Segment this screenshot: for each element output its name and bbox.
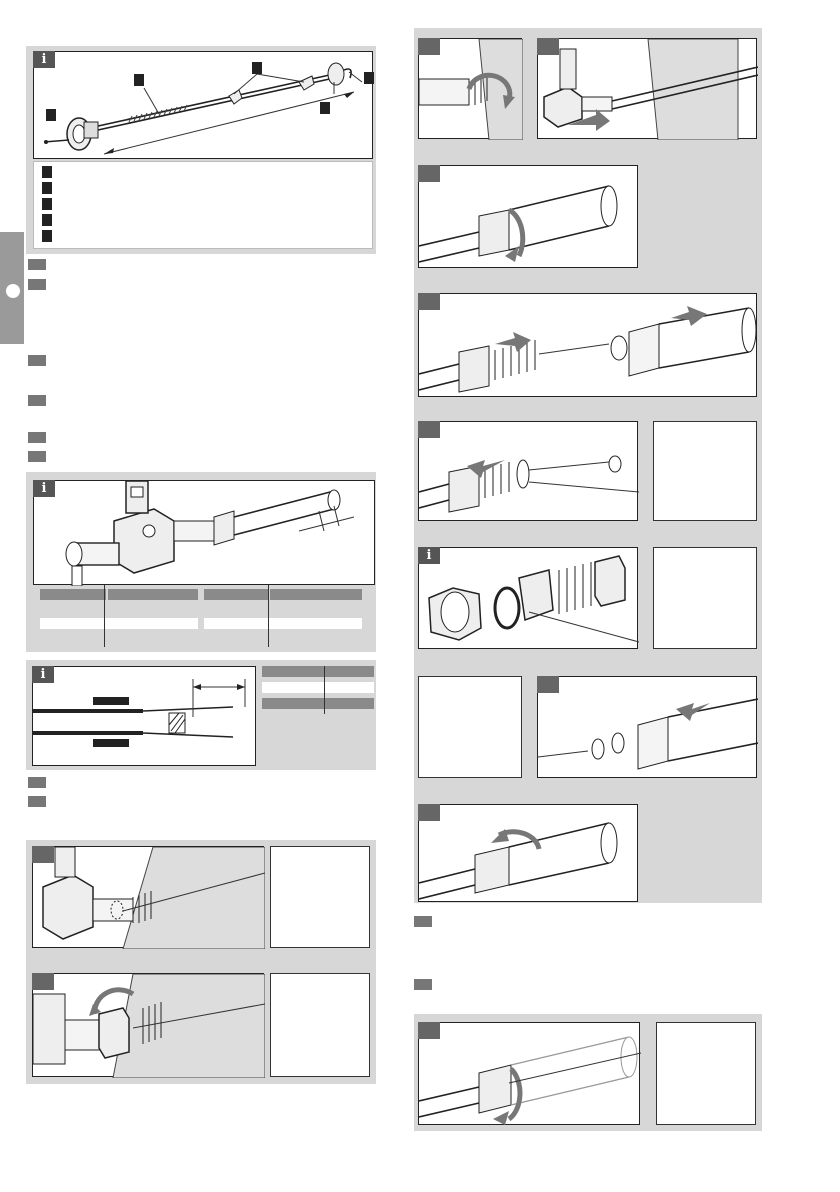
step-marker: [414, 979, 432, 990]
valve-removal-drawing: [538, 39, 758, 140]
info-icon: i: [33, 480, 55, 497]
valve-illustration-frame: [33, 480, 375, 585]
fittings-illustration-frame: [418, 547, 638, 649]
valve-table-header-cell: [40, 589, 106, 600]
step-marker: [28, 279, 46, 290]
info-icon: i: [32, 666, 54, 683]
wall-fitting-drawing: [419, 39, 523, 140]
unscrew-sleeve-drawing: [419, 166, 639, 269]
valve-assembly-drawing: [34, 481, 376, 586]
callout-marker-4: [320, 102, 330, 114]
side-language-tab: [0, 232, 24, 344]
legend-marker-2: [42, 182, 52, 194]
steps-panel-left: [26, 840, 376, 1084]
fittings-exploded-drawing: [419, 548, 639, 650]
step-marker: [28, 777, 46, 788]
detail-callout-box: [270, 846, 370, 948]
valve-thread-drawing: [33, 847, 265, 949]
callout-marker-3: [364, 72, 374, 84]
step-frame-pull-apart: [418, 293, 757, 397]
legend-marker-4: [42, 214, 52, 226]
pipe-section-drawing: [33, 667, 257, 767]
tool-illustration-frame: [33, 51, 373, 159]
detail-callout-box: [418, 676, 522, 778]
info-panel-section: [26, 660, 376, 770]
legend-marker-1: [42, 166, 52, 178]
step-frame-nut-tighten: [32, 973, 264, 1077]
callout-marker-5: [46, 109, 56, 121]
valve-table-leader: [268, 585, 269, 647]
step-marker: [414, 916, 432, 927]
step-marker: [28, 796, 46, 807]
step-frame-valve-thread: [32, 846, 264, 948]
step-frame-wall-fitting: [418, 38, 522, 139]
detail-callout-box: [653, 421, 757, 521]
info-panel-valve: [26, 472, 376, 652]
detail-callout-box: [653, 547, 757, 649]
final-tighten-drawing: [419, 1023, 641, 1126]
section-illustration-frame: [32, 666, 256, 766]
section-table-divider: [324, 666, 325, 714]
step-marker: [28, 432, 46, 443]
callout-marker-1: [134, 74, 144, 86]
legend-marker-3: [42, 198, 52, 210]
valve-table-header-cell: [204, 589, 268, 600]
step-frame-tighten-sleeve: [418, 804, 638, 902]
language-circle-icon: [6, 284, 20, 298]
step-marker: [28, 259, 46, 270]
legend-marker-5: [42, 230, 52, 242]
pull-apart-drawing: [419, 294, 758, 398]
valve-table-header-cell: [270, 589, 362, 600]
step-frame-valve-removal: [537, 38, 757, 139]
step-frame-push-nut: [418, 421, 638, 521]
step-frame-slide-sleeve: [537, 676, 757, 778]
section-table-header: [262, 698, 374, 709]
detail-callout-box: [656, 1022, 756, 1125]
valve-table-row: [40, 618, 198, 629]
info-panel-tool-overview: [26, 46, 376, 254]
tighten-sleeve-drawing: [419, 805, 639, 903]
info-icon: i: [418, 547, 440, 564]
step-marker: [28, 395, 46, 406]
info-icon: i: [33, 51, 55, 68]
section-table-row: [262, 682, 374, 693]
step-frame-unscrew-sleeve: [418, 165, 638, 268]
step-marker: [28, 451, 46, 462]
callout-marker-2: [252, 62, 262, 74]
step-marker: [28, 355, 46, 366]
valve-table-leader: [104, 585, 105, 647]
detail-callout-box: [270, 973, 370, 1077]
push-nut-drawing: [419, 422, 639, 522]
steps-panel-right: [414, 28, 762, 903]
valve-table-row: [204, 618, 362, 629]
slide-sleeve-drawing: [538, 677, 758, 779]
steps-panel-right-bottom: [414, 1014, 762, 1131]
tool-legend-box: [33, 161, 373, 249]
nut-tighten-drawing: [33, 974, 265, 1078]
valve-table-header-cell: [108, 589, 198, 600]
step-frame-final-tighten: [418, 1022, 640, 1125]
section-table-header: [262, 666, 374, 677]
